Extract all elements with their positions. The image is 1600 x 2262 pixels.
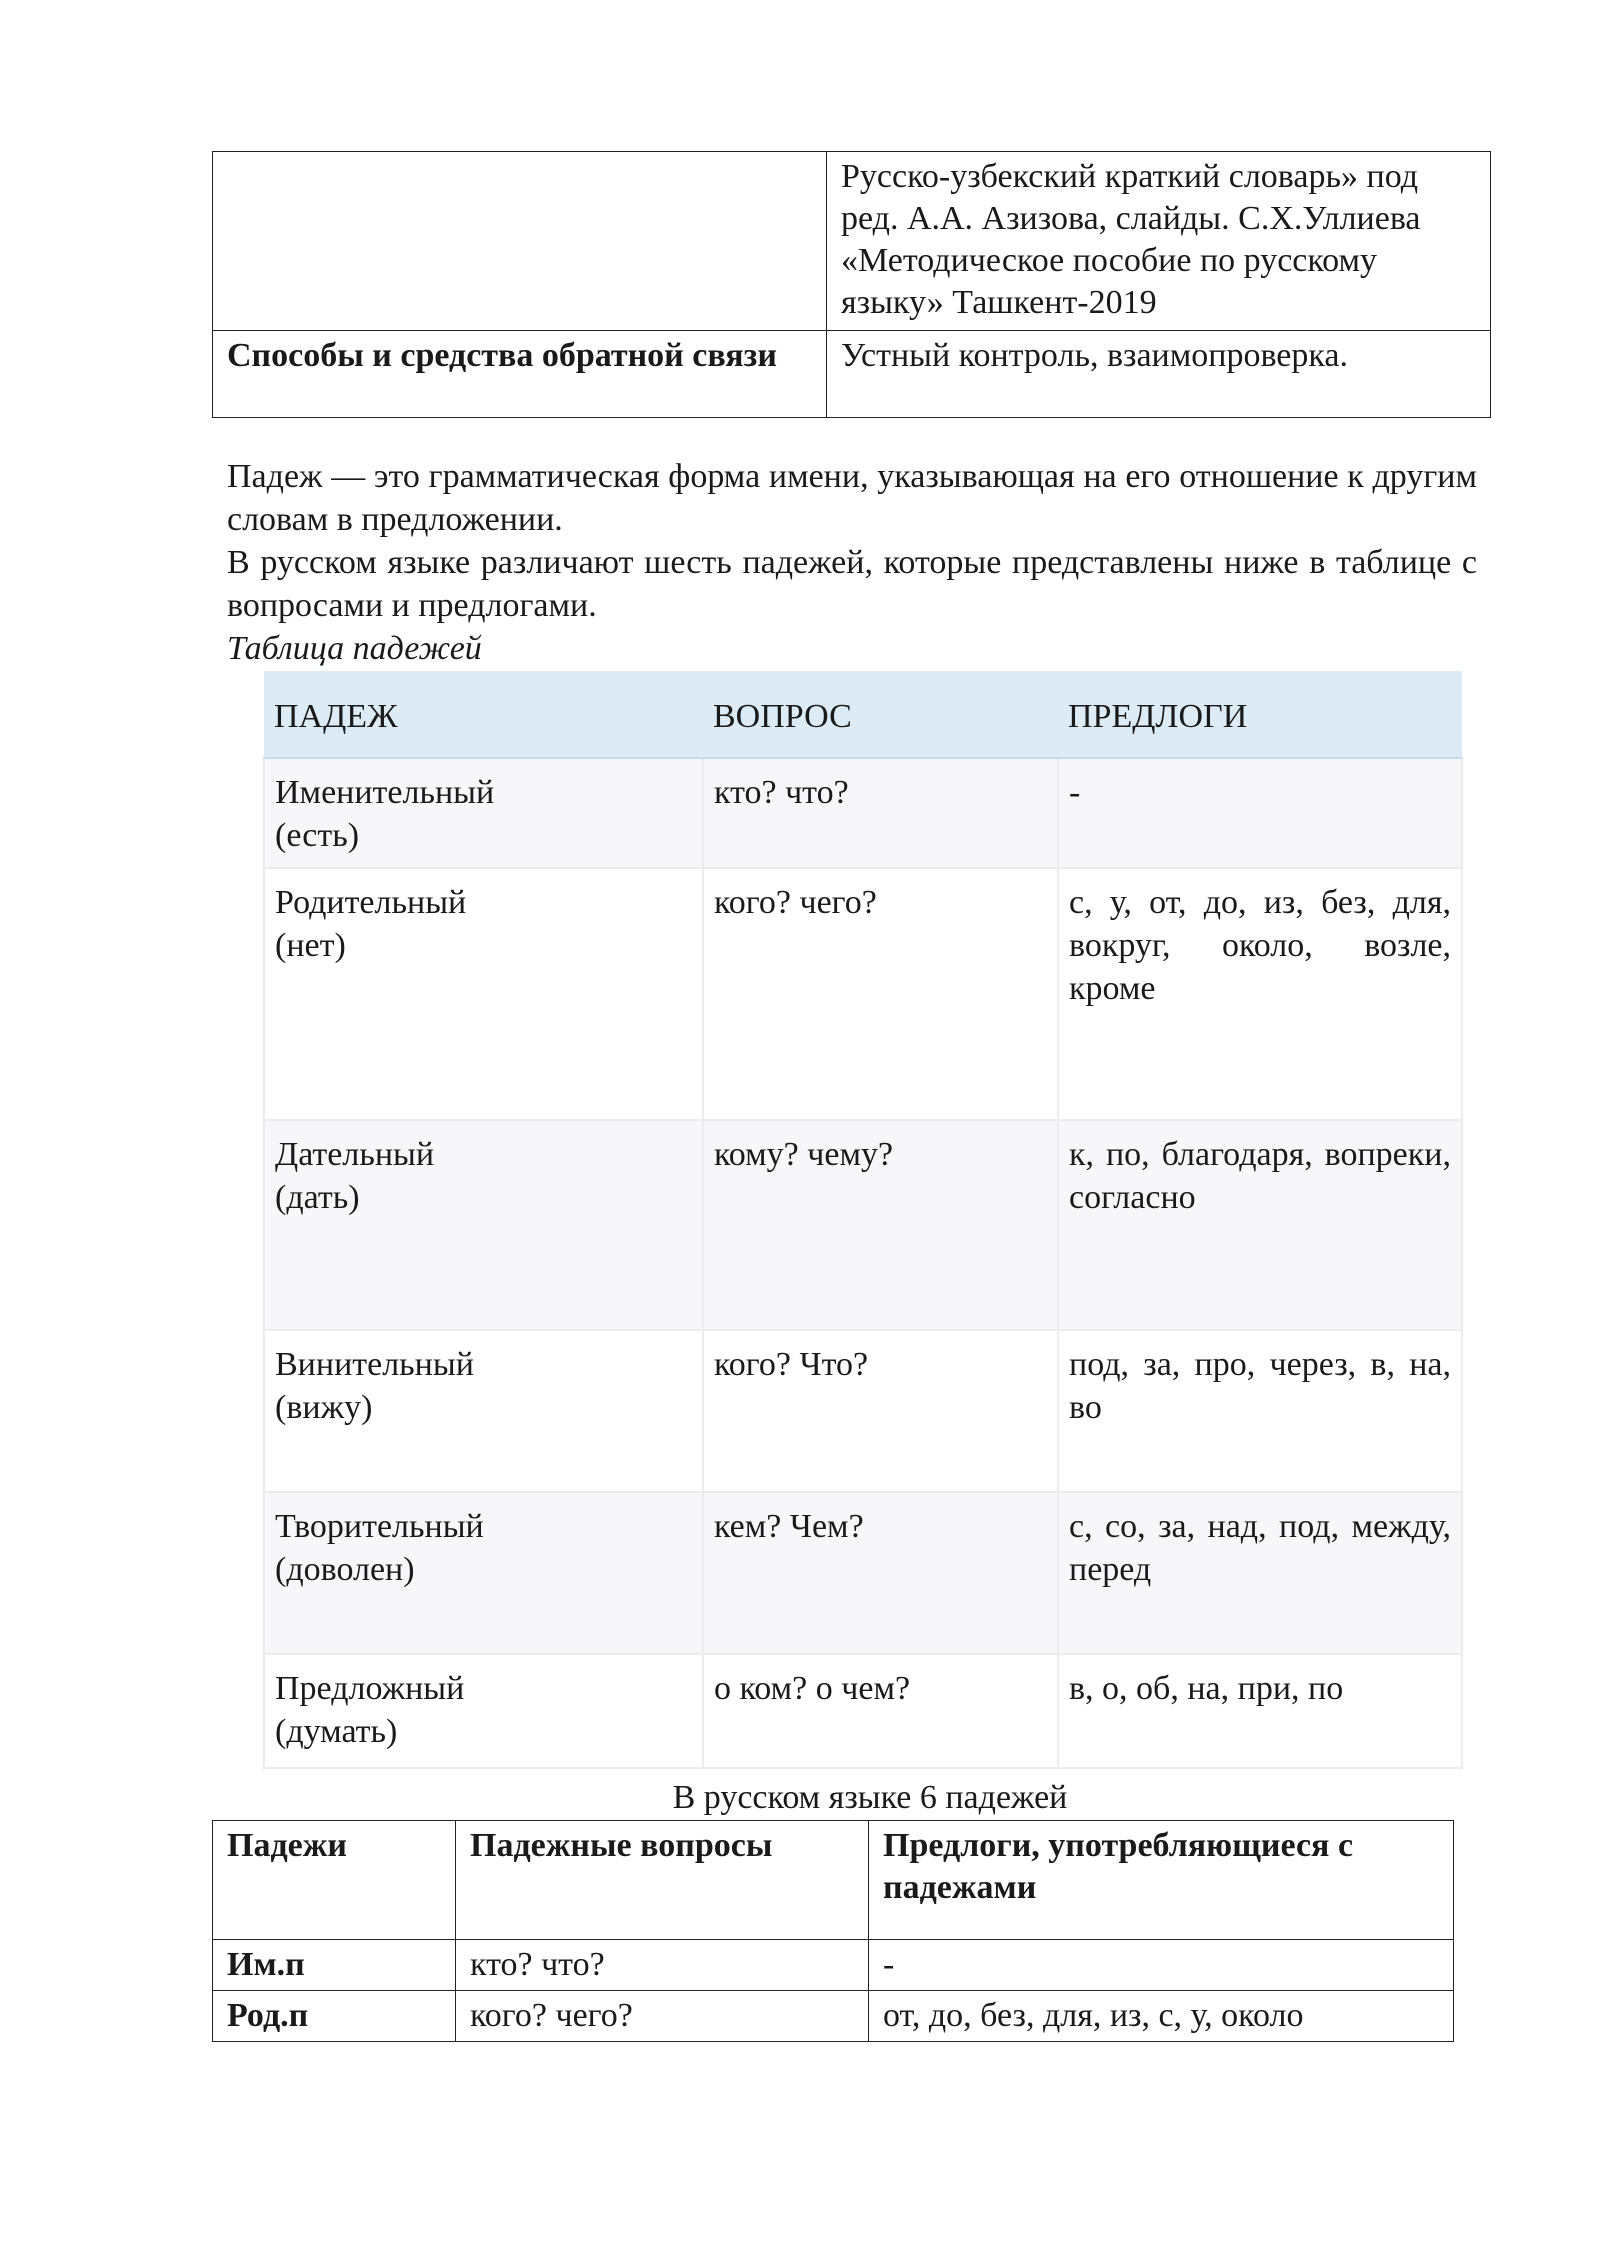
case-question-cell: кого? чего? [703,868,1058,1120]
case-prepositions-cell: к, по, благодаря, вопреки, согласно [1058,1120,1462,1330]
summary-question: кого? чего? [456,1991,869,2042]
case-name-cell: Дательный (дать) [264,1120,703,1330]
case-prepositions-cell: - [1058,758,1462,868]
summary-header-prepositions: Предлоги, употребляющиеся с падежами [869,1821,1454,1940]
table-row [264,1492,1462,1654]
case-prepositions-cell: под, за, про, через, в, на, во [1058,1330,1462,1492]
intro-paragraph-1: Падеж — это грамматическая форма имени, указывающая на его отношение к другим словам в предложении. [227,458,1477,538]
header-prepositions: ПРЕДЛОГИ [1058,671,1462,758]
case-table-header [264,671,1462,758]
case-question-cell: кого? Что? [703,1330,1058,1492]
summary-question: кто? что? [456,1940,869,1991]
sources-empty-cell [213,152,827,331]
feedback-value: Устный контроль, взаимопроверка. [827,331,1491,418]
intro-paragraph-2: В русском языке различают шесть падежей, которые представлены ниже в таблице с вопросами и предлогами. [227,544,1477,624]
case-question-cell: кем? Чем? [703,1492,1058,1654]
summary-prepositions: от, до, без, для, из, с, у, около [869,1991,1454,2042]
table-row [264,758,1462,868]
header-case: ПАДЕЖ [264,671,703,758]
feedback-label: Способы и средства обратной связи [213,331,827,418]
summary-case: Им.п [213,1940,456,1991]
table-row [264,1120,1462,1330]
case-name-cell: Винительный (вижу) [264,1330,703,1492]
table-row [264,1330,1462,1492]
sources-table [212,151,1491,418]
table-row [213,1940,1454,1991]
table-row [213,1991,1454,2042]
case-question-cell: кому? чему? [703,1120,1058,1330]
case-prepositions-cell: с, со, за, над, под, между, перед [1058,1492,1462,1654]
table-caption: Таблица падежей [227,630,482,667]
sources-cell: Русско-узбекский краткий словарь» под ред. А.А. Азизова, слайды. С.Х.Уллиева «Методическое пособие по русскому языку» Ташкент-2019 [827,152,1491,331]
summary-header-question: Падежные вопросы [456,1821,869,1940]
summary-case: Род.п [213,1991,456,2042]
summary-table [212,1820,1454,2042]
case-name-cell: Именительный (есть) [264,758,703,868]
summary-header-row [213,1821,1454,1940]
intro-text [227,455,1477,627]
case-question-cell: кто? что? [703,758,1058,868]
header-question: ВОПРОС [703,671,1058,758]
case-name-cell: Родительный (нет) [264,868,703,1120]
case-question-cell: о ком? о чем? [703,1654,1058,1768]
case-name-cell: Творительный (доволен) [264,1492,703,1654]
table-row [264,1654,1462,1768]
case-prepositions-cell: с, у, от, до, из, без, для, вокруг, около, возле, кроме [1058,868,1462,1120]
case-prepositions-cell: в, о, об, на, при, по [1058,1654,1462,1768]
summary-prepositions: - [869,1940,1454,1991]
summary-header-case: Падежи [213,1821,456,1940]
table-row [264,868,1462,1120]
bottom-table-caption: В русском языке 6 падежей [672,1779,1068,1816]
case-table [263,671,1463,1769]
case-name-cell: Предложный (думать) [264,1654,703,1768]
